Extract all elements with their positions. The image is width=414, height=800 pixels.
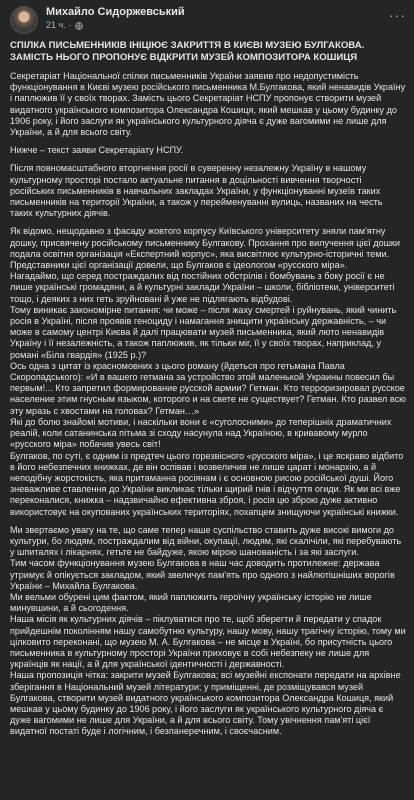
- post-time[interactable]: 21 ч.: [46, 20, 66, 30]
- post-body: [10, 40, 406, 738]
- paragraph-plaque: Як відомо, нещодавно з фасаду жовтого корпусу Київського університету зняли пам'ятну дошку, присвячену російському письменнику Булгакову. Прохання про вилучення цієї дошки подала освітня організація «Експертний корпус», яка висвітлює культурно-історичні теми. Представники цієї організації довели, що Булгаков є ідеологом «русского міра».: [10, 226, 400, 271]
- paragraph-question: Тому виникає закономірне питання: чи може – після жаху смертей і руйнувань, який чинить росія в Україні, після проявів геноциду і намагання знищити українську державність, – чи може в самому центрі Києва й далі працювати музей письменника, який люто ненавидів Україну і її незалежність, а також паплюжив, як тільки міг, її у своїх творах, наприклад, у романі «Біла гвардія» (1925 р.)?: [10, 304, 397, 360]
- paragraph-invasion: Після повномасштабного вторгнення росії в суверенну незалежну Україну в нашому культурному просторі постало актуальне питання в доцільності вивчення творчості російських письменників в навчальних закладах України, у функціонуванні музеїв таких письменників на території України, а також у перейменуванні вулиць, названих на честь таких культурних діячів.: [10, 163, 383, 219]
- author-avatar[interactable]: [10, 6, 38, 34]
- paragraph-proposal: Наша пропозиція чітка: закрити музей Булгакова; всі музейні експонати передати на архівне зберігання в Національний музей літератури; у приміщенні, де розміщувався музей Булгакова, створити музей видатного українського композитора Олександра Кошиця, який мешкав у цьому будинку до 1906 року, і його заслуги як українського культурного діяча є дуже вагомими не лише для України, а й для всього світу. Тому увічнення пам'яті цієї видатної постаті буде і логічним, і безпанеречним, і своєчасним.: [10, 670, 401, 737]
- paragraph-museum: Тим часом функціонування музею Булгакова в наш час доводить протилежне: держава утримує й опікується закладом, який звеличує пам'ять про одного з найлютішніших ворогів України – Михайла Булгакова.: [10, 558, 395, 591]
- paragraph-motives: Які до болю знайомі мотиви, і наскільки вони є «суголосними» до теперішніх драматичних реалій, коли сатанинська пітьма зі сходу насунула над Україною, в кривавому мурло «русского міра» побачив увесь світ!: [10, 416, 392, 450]
- paragraph-quote: Ось одна з цитат із красномовних з цього роману (йдеться про гетьмана Павла Скоропадського): «И в вашего гетмана за устройство этой маленькой Украины повесил бы первым!... Кто запретил формирование русской армии? Гетман. Кто терроризировал русское население этим гнусным языком, которого и на свете не существует? Гетман. Кто развел всю эту мразь с хвостами на головах? Гетман…»: [10, 360, 406, 416]
- paragraph-note: Нижче – текст заяви Секретаріату НСПУ.: [10, 145, 184, 156]
- paragraph-outrage: Ми вельми обурені цим фактом, який паплюжить героїчну українську історію не лише минувшини, а й сьогодення.: [10, 591, 372, 614]
- dot-separator: ·: [68, 20, 72, 30]
- paragraph-mission: Наша місія як культурних діячів – піклуватися про те, щоб зберегти й передати у спадок прийдешнім поколінням нашу самобутню культуру, нашу мову, нашу трагічну історію, тому ми цілковито переконані, що музею М. А. Булгакова – не місце в Україні, бо присутність цього письменника в культурному просторі України приховує в собі небезпеку не лише для українців як нації, а й для української ідентичності і державності.: [10, 614, 406, 670]
- paragraph-intro: Секретаріат Національної спілки письменників України заявив про недопустимість функціонування в Києві музею російського письменника М.Булгакова, який ненавидів Україну і паплюжив її у своїх творах. Замість цього Секретаріат НСПУ пропонує створити музей видатного українського композитора Олександра Кошиця, який мешкав у цьому будинку до 1906 року, і його заслуги як українського культурного діяча є дуже вагомими не лише для України, а й для всього світу.: [10, 71, 406, 138]
- post-title: СПІЛКА ПИСЬМЕННИКІВ ІНІЦІЮЄ ЗАКРИТТЯ В КИЄВІ МУЗЕЮ БУЛГАКОВА. ЗАМІСТЬ НЬОГО ПРОПОНУЄ ВІДКРИТИ МУЗЕЙ КОМПОЗИТОРА КОШИЦЯ: [10, 40, 365, 63]
- post-header: [10, 6, 406, 40]
- post-time-row: [46, 19, 185, 32]
- paragraph-attention: Ми звертаємо увагу на те, що саме тепер наше суспільство ставить дуже високі вимоги до культури, бо людям, постраждалим від війни, окупації, людям, які скалічіли, які перебувають у шпиталях і лікарнях, гетьте не байдуже, якою мірою шанованість і за які заслуги.: [10, 524, 402, 558]
- paragraph-russian-world: Булгаков, по суті, є одним із предтеч цього горезвісного «русского міра», і це яскраво відбито в його небезпечних книжках, де він оспівав і возвеличив не лише царат і монархію, а й неподібну жорстокість, яка притаманна росіянам і є основною рисою російської душі. Його зневажливе ставлення до України викликає тільки щирий гнів і відчуття огиди. Як ми всі вже переконалися, книжка – надзвичайно ефективна зброя, і росія цю зброю дуже активно використовує на окупованих українських територіях, похапцем знищуючи українські книжки.: [10, 450, 404, 517]
- globe-icon: [75, 22, 83, 30]
- author-name[interactable]: Михайло Сидоржевський: [46, 6, 185, 18]
- more-options-icon[interactable]: ···: [389, 7, 406, 23]
- post-meta: [46, 6, 185, 32]
- paragraph-reminder: Нагадаймо, що серед постраждалих від постійних обстрілів і бомбувань з боку росії є не лише українські громадяни, а й культурні заклади України – школи, бібліотеки, університеті тощо, і деяких з них геть зруйновані й уже не підлягають відбудові.: [10, 271, 395, 304]
